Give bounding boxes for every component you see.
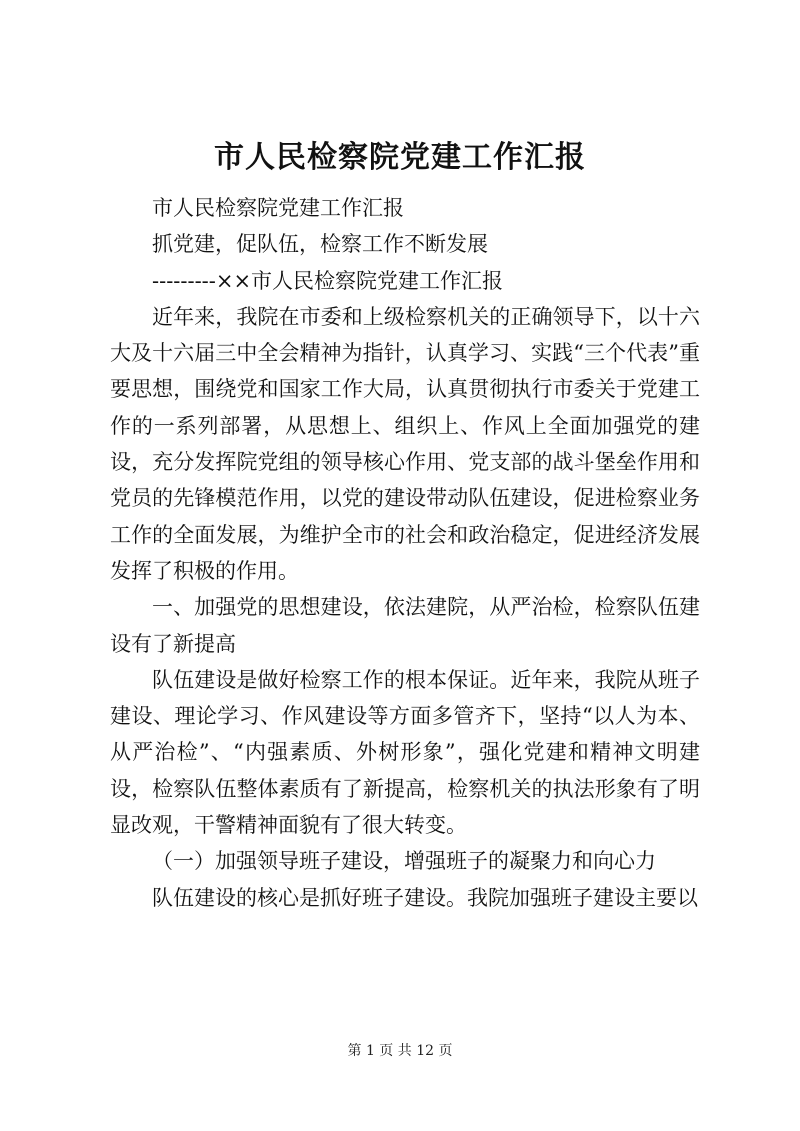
document-body bbox=[110, 190, 700, 916]
document-title: 市人民检察院党建工作汇报 bbox=[214, 140, 586, 175]
subtitle-paragraph: 市人民检察院党建工作汇报 bbox=[152, 196, 404, 220]
section-1-paragraph: 队伍建设是做好检察工作的根本保证。近年来，我院从班子建设、理论学习、作风建设等方面多管齐下，坚持“以人为本、从严治检”、“内强素质、外树形象”，强化党建和精神文明建设，检察队伍整体素质有了新提高，检察机关的执法形象有了明显改观，干警精神面貌有了很大转变。 bbox=[110, 667, 700, 838]
intro-paragraph: 近年来，我院在市委和上级检察机关的正确领导下，以十六大及十六届三中全会精神为指针，认真学习、实践“三个代表”重要思想，围绕党和国家工作大局，认真贯彻执行市委关于党建工作的一系列部署，从思想上、组织上、作风上全面加强党的建设，充分发挥院党组的领导核心作用、党支部的战斗堡垒作用和党员的先锋模范作用，以党的建设带动队伍建设，促进检察业务工作的全面发展，为维护全市的社会和政治稳定，促进经济发展发挥了积极的作用。 bbox=[110, 304, 700, 583]
subsection-1-paragraph: 队伍建设的核心是抓好班子建设。我院加强班子建设主要以 bbox=[152, 885, 698, 910]
page-footer: 第 1 页 共 12 页 bbox=[347, 1043, 453, 1059]
headline-paragraph: 抓党建，促队伍，检察工作不断发展 bbox=[152, 232, 488, 257]
byline-paragraph: ---------××市人民检察院党建工作汇报 bbox=[152, 268, 504, 293]
section-heading-1: 一、加强党的思想建设，依法建院，从严治检，检察队伍建设有了新提高 bbox=[110, 595, 700, 656]
subsection-heading-1: （一）加强领导班子建设，增强班子的凝聚力和向心力 bbox=[152, 849, 656, 874]
